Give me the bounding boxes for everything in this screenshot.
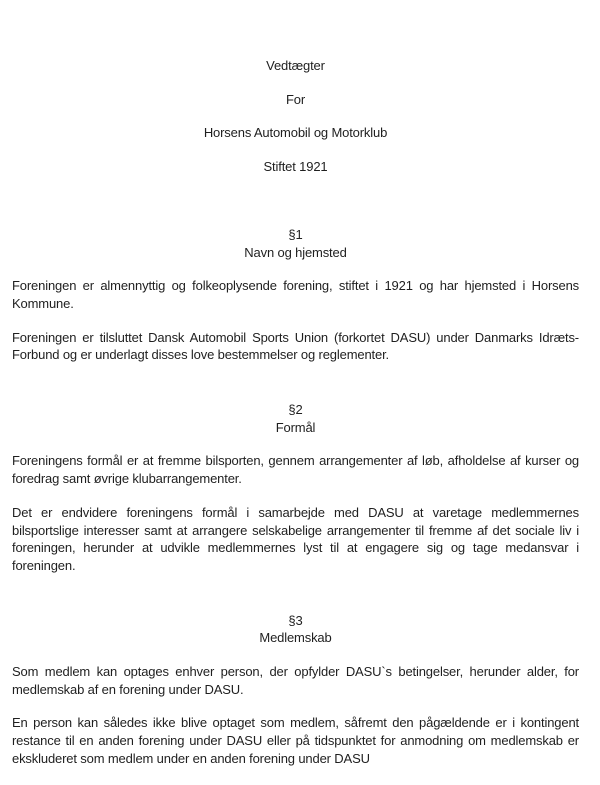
- section-title: Navn og hjemsted: [244, 244, 347, 260]
- section-number: §1: [288, 226, 303, 242]
- section-navn-og-hjemsted: [12, 226, 579, 364]
- section-heading: [12, 401, 579, 436]
- section-title: Formål: [275, 419, 316, 435]
- section-number: §2: [288, 402, 303, 418]
- paragraph: Det er endvidere foreningens formål i samarbejde med DASU at varetage medlemmernes bilsportslige interesser samt at arrangere selskabelige arrangementer til fremme af det sociale liv i foreningen, herunder at udvikle medlemmernes lyst til at engagere sig og tage medansvar i foreningen.: [12, 504, 579, 573]
- section-heading: [12, 612, 579, 647]
- paragraph: Foreningen er tilsluttet Dansk Automobil Sports Union (forkortet DASU) under Danmarks Idræts-Forbund og er underlagt disses love bestemmelser og reglementer.: [12, 329, 579, 363]
- paragraph: Som medlem kan optages enhver person, der opfylder DASU`s betingelser, herunder alder, for medlemskab af en forening under DASU.: [12, 664, 579, 697]
- paragraph: En person kan således ikke blive optaget som medlem, såfremt den pågældende er i kontingent restance til en anden forening under DASU eller på tidspunktet for anmodning om medlemskab er ekskluderet som medlem under en anden forening under DASU: [12, 715, 579, 766]
- section-formaal: [12, 401, 579, 575]
- section-medlemskab: [12, 612, 579, 768]
- section-number: §3: [288, 612, 303, 628]
- doc-title: Vedtægter: [266, 58, 325, 73]
- doc-founded-line: Stiftet 1921: [263, 159, 328, 175]
- doc-subtitle-for: For: [285, 91, 306, 107]
- paragraph: Foreningen er almennyttig og folkeoplysende forening, stiftet i 1921 og har hjemsted i Horsens Kommune.: [12, 278, 579, 311]
- section-heading: [12, 226, 579, 261]
- section-title: Medlemskab: [259, 630, 332, 646]
- doc-club-name: Horsens Automobil og Motorklub: [203, 125, 388, 141]
- document-header: [12, 57, 579, 176]
- paragraph: Foreningens formål er at fremme bilsporten, gennem arrangementer af løb, afholdelse af kurser og foredrag samt øvrige klubarrangementer.: [12, 453, 579, 487]
